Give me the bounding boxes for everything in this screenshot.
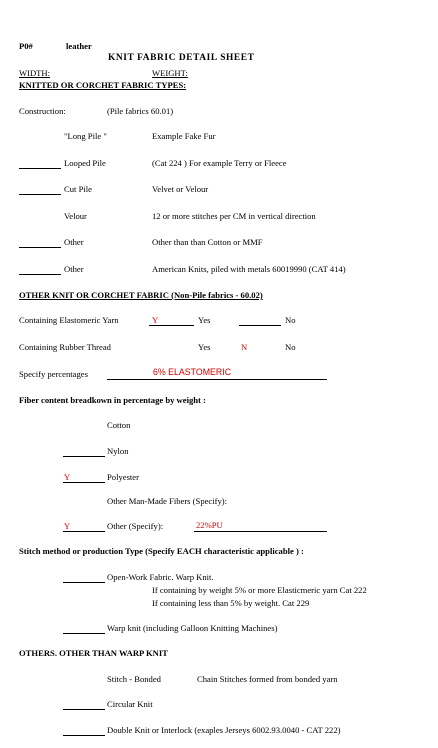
warp-knit-blank[interactable]	[63, 633, 105, 634]
fiber-nylon: Nylon	[107, 446, 129, 456]
elastomeric-yes-blank[interactable]	[149, 325, 194, 326]
stitch-warp-knit: Warp knit (including Galloon Knitting Machines)	[107, 623, 278, 633]
other-cotton-blank[interactable]	[19, 247, 61, 248]
percent-value[interactable]: 6% ELASTOMERIC	[153, 367, 232, 377]
others-stitch-bonded: Stitch - Bonded	[107, 674, 161, 684]
percent-label: Specify percentages	[19, 369, 88, 379]
section-others-title: OTHERS. OTHER THAN WARP KNIT	[19, 648, 168, 658]
rubber-no-label: No	[285, 342, 296, 352]
section-non-pile-title: OTHER KNIT OR CORCHET FABRIC (Non-Pile fabrics - 60.02)	[19, 290, 263, 300]
stitch-open-work-note-1: If containing by weight 5% or more Elasticmeric yarn Cat 222	[152, 585, 367, 595]
section-stitch-title: Stitch method or production Type (Specify EACH characteristic applicable ) :	[19, 546, 304, 556]
po-label: P0#	[19, 41, 33, 51]
cut-pile-blank[interactable]	[19, 194, 61, 195]
double-knit-blank[interactable]	[63, 735, 105, 736]
others-circular-knit: Circular Knit	[107, 699, 153, 709]
construction-label: Construction:	[19, 106, 66, 116]
row-velour-name: Velour	[64, 211, 87, 221]
row-other1-name: Other	[64, 237, 84, 247]
others-stitch-bonded-desc: Chain Stitches formed from bonded yarn	[197, 674, 338, 684]
other-specify-value[interactable]: 22%PU	[196, 520, 223, 530]
row-other2-name: Other	[64, 264, 84, 274]
po-value: leather	[66, 41, 92, 51]
fiber-cotton: Cotton	[107, 420, 131, 430]
section-fiber-title: Fiber content breadkown in percentage by weight :	[19, 395, 206, 405]
construction-note: (Pile fabrics 60.01)	[107, 106, 174, 116]
elastomeric-no-blank[interactable]	[239, 325, 281, 326]
stitch-open-work: Open-Work Fabric. Warp Knit.	[107, 572, 214, 582]
row-cut-pile-name: Cut Pile	[64, 184, 92, 194]
fiber-other-man-made: Other Man-Made Fibers (Specify):	[107, 496, 228, 506]
row-velour-desc: 12 or more stitches per CM in vertical direction	[152, 211, 316, 221]
fiber-polyester: Polyester	[107, 472, 139, 482]
polyester-mark[interactable]: Y	[64, 472, 71, 482]
looped-pile-blank[interactable]	[19, 168, 61, 169]
width-label: WIDTH:	[19, 68, 51, 78]
rubber-yes-label: Yes	[198, 342, 211, 352]
row-cut-pile-desc: Velvet or Velour	[152, 184, 209, 194]
row-long-pile-name: "Long Pile "	[64, 131, 107, 141]
fiber-other-specify-label: Other (Specify):	[107, 521, 164, 531]
open-work-blank[interactable]	[63, 582, 105, 583]
rubber-mark[interactable]: N	[241, 342, 248, 352]
weight-label: WEIGHT:	[152, 68, 188, 78]
row-long-pile-desc: Example Fake Fur	[152, 131, 216, 141]
row-other2-desc: American Knits, piled with metals 60019990 (CAT 414)	[152, 264, 346, 274]
other-specify-blank[interactable]	[63, 531, 105, 532]
percent-blank[interactable]	[107, 379, 327, 380]
polyester-blank[interactable]	[63, 482, 105, 483]
elastomeric-yes-label: Yes	[198, 315, 211, 325]
row-other1-desc: Other than than Cotton or MMF	[152, 237, 263, 247]
stitch-open-work-note-2: If containing less than 5% by weight. Cat 229	[152, 598, 310, 608]
nylon-blank[interactable]	[63, 456, 105, 457]
row-looped-pile-desc: (Cat 224 ) For example Terry or Fleece	[152, 158, 287, 168]
elastomeric-no-label: No	[285, 315, 296, 325]
page-title: KNIT FABRIC DETAIL SHEET	[108, 53, 255, 63]
section-fabric-types-title: KNITTED OR CORCHET FABRIC TYPES:	[19, 80, 187, 90]
other-specify-value-blank[interactable]	[194, 531, 327, 532]
elastomeric-label: Containing Elastomeric Yarn	[19, 315, 119, 325]
others-double-knit: Double Knit or Interlock (exaples Jerseys 6002.93.0040 - CAT 222)	[107, 725, 341, 735]
elastomeric-mark[interactable]: Y	[152, 315, 159, 325]
row-looped-pile-name: Looped Pile	[64, 158, 106, 168]
other-specify-mark[interactable]: Y	[64, 521, 71, 531]
circular-knit-blank[interactable]	[63, 709, 105, 710]
rubber-label: Containing Rubber Thread	[19, 342, 111, 352]
other-american-blank[interactable]	[19, 274, 61, 275]
